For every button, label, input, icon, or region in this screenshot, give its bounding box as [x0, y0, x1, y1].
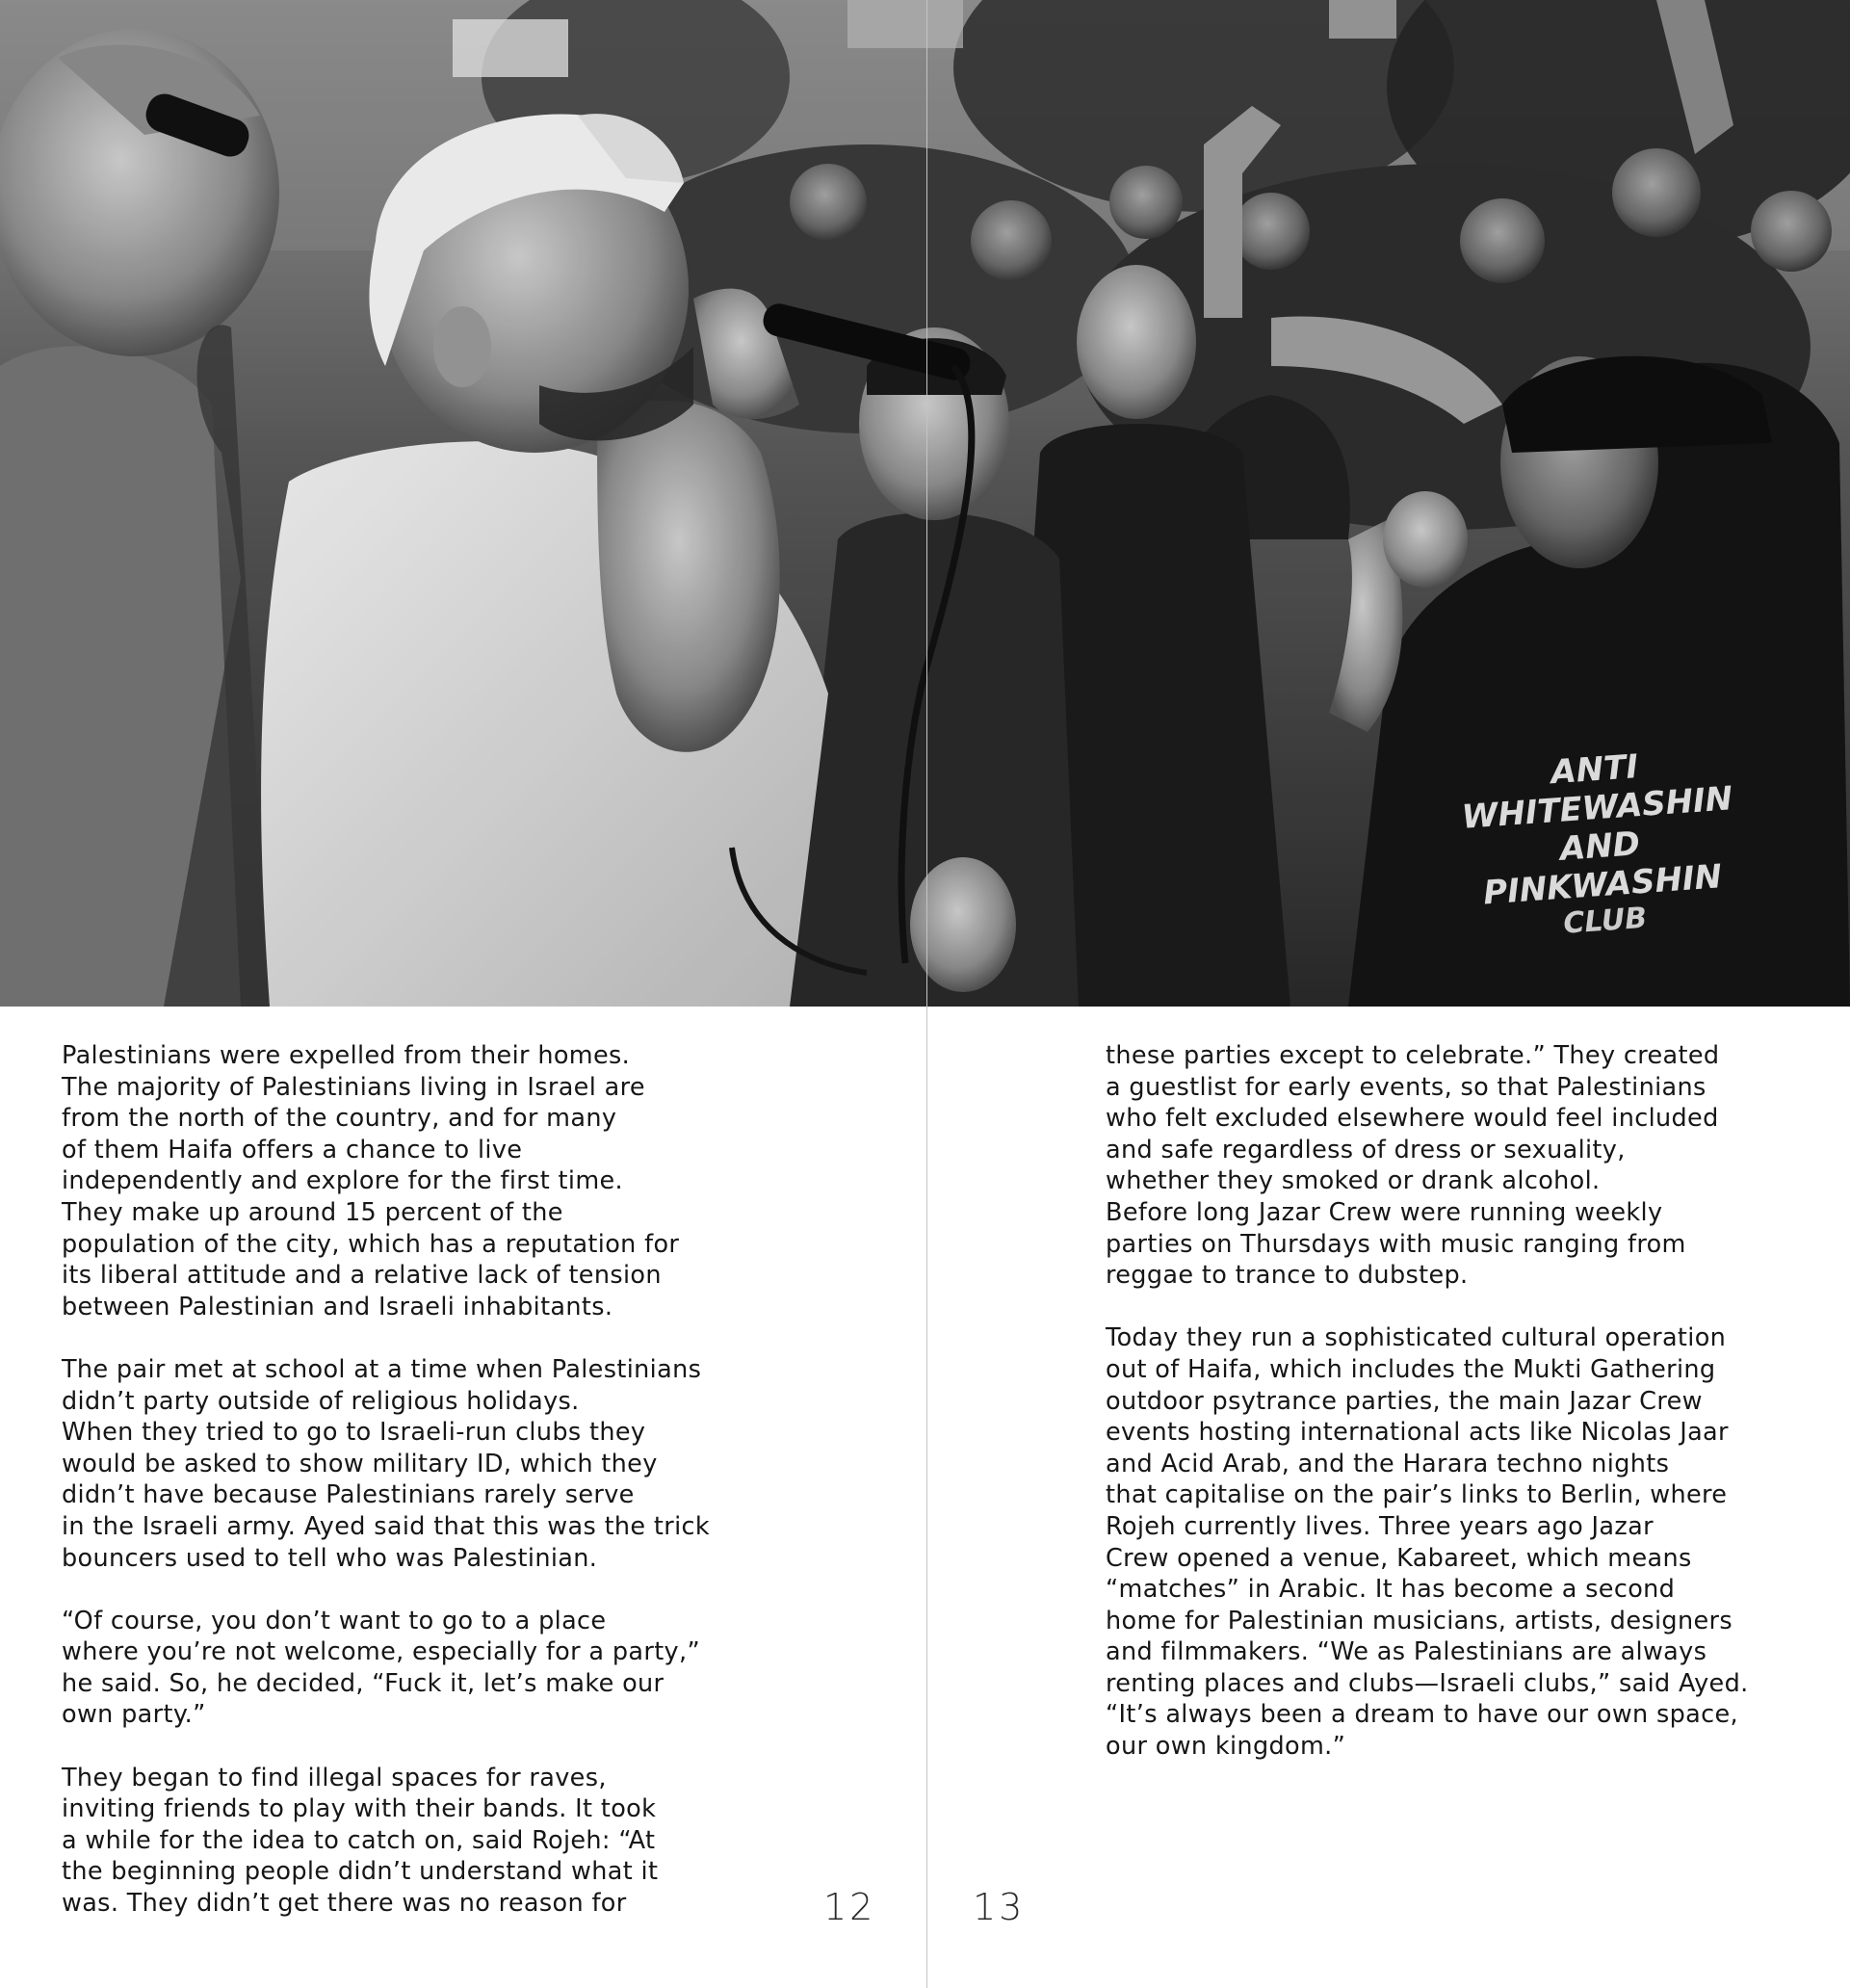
shirt-line: ANTI: [1550, 747, 1640, 793]
paragraph: these parties except to celebrate.” They created a guestlist for early events, so that Palestinians who felt excluded elsewhere would feel included and safe regardless of dress or sexuality, whether they smoked or drank alcohol. Before long Jazar Crew were running weekly parties on Thursdays with music ranging from reggae to trance to dubstep.: [1106, 1041, 1720, 1291]
shirt-line: AND: [1558, 824, 1642, 869]
page-gutter: [926, 0, 927, 1988]
paragraph: Palestinians were expelled from their homes. The majority of Palestinians living in Israel are from the north of the country, and for many of them Haifa offers a chance to live independently and explore for the first time. They make up around 15 percent of the population of the city, which has a reputation for its liberal attitude and a relative lack of tension between Palestinian and Israeli inhabitants.: [62, 1041, 680, 1321]
paragraph: They began to find illegal spaces for raves, inviting friends to play with their bands. It took a while for the idea to catch on, said Rojeh: “At the beginning people didn’t understand what it was. They didn’t get there was no reason for: [62, 1763, 659, 1919]
page-number-right: 13: [973, 1886, 1026, 1928]
left-page-text: [62, 1040, 755, 1950]
shirt-line: CLUB: [1562, 901, 1649, 941]
page-number-left: 12: [823, 1886, 876, 1928]
paragraph: Today they run a sophisticated cultural operation out of Haifa, which includes the Mukti Gathering outdoor psytrance parties, the main Jazar Crew events hosting international acts like Nicolas Jaar and Acid Arab, and the Harara techno nights that capitalise on the pair’s links to Berlin, where Rojeh currently lives. Three years ago Jazar Crew opened a venue, Kabareet, which means “matches” in Arabic. It has become a second home for Palestinian musicians, artists, designers and filmmakers. “We as Palestinians are always renting places and clubs—Israeli clubs,” said Ayed. “It’s always been a dream to have our own space, our own kingdom.”: [1106, 1323, 1749, 1762]
shirt-line: WHITEWASHIN: [1460, 779, 1734, 837]
shirt-line: PINKWASHIN: [1481, 857, 1724, 913]
paragraph: The pair met at school at a time when Palestinians didn’t party outside of religious holidays. When they tried to go to Israeli-run clubs they would be asked to show military ID, which they didn’t have because Palestinians rarely serve in the Israeli army. Ayed said that this was the trick bouncers used to tell who was Palestinian.: [62, 1354, 711, 1573]
paragraph: “Of course, you don’t want to go to a place where you’re not welcome, especially for a party,” he said. So, he decided, “Fuck it, let’s make our own party.”: [62, 1606, 701, 1730]
right-page-text: [1106, 1040, 1799, 1793]
